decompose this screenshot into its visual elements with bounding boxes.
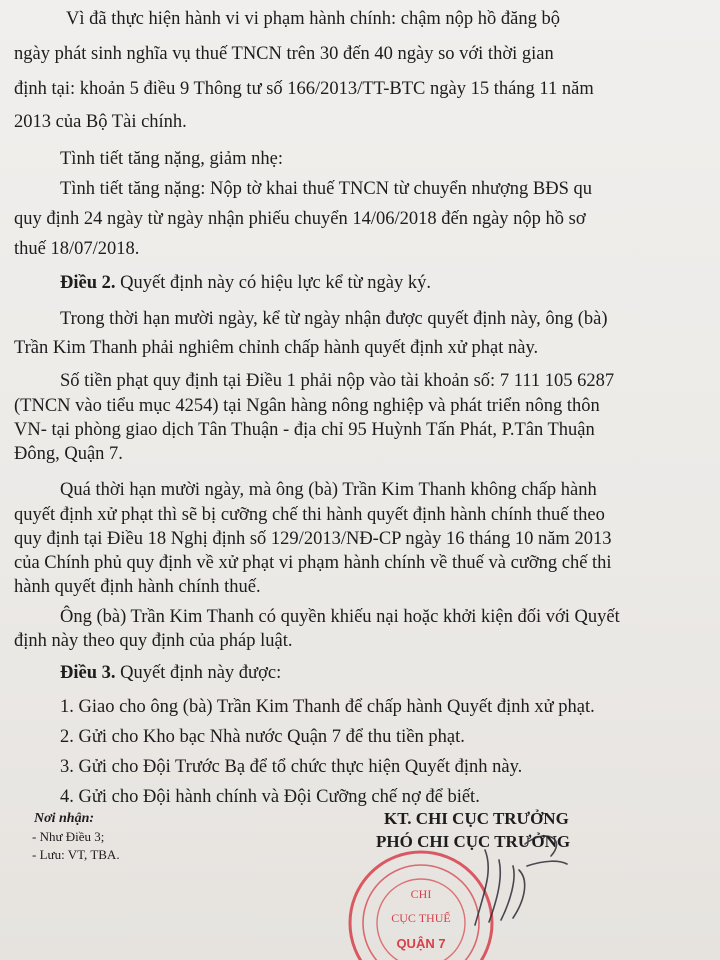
- article-2-line: [60, 272, 431, 294]
- body-line: Trong thời hạn mười ngày, kể từ ngày nhận được quyết định này, ông (bà): [60, 309, 608, 329]
- body-line: quy định tại Điều 18 Nghị định số 129/2013/NĐ-CP ngày 16 tháng 10 năm 2013: [14, 529, 612, 549]
- body-line: định này theo quy định của pháp luật.: [14, 631, 293, 651]
- body-line: hành quyết định hành chính thuế.: [14, 577, 261, 597]
- body-line: Tình tiết tăng nặng: Nộp tờ khai thuế TNCN từ chuyển nhượng BĐS qu: [60, 179, 593, 199]
- body-line: ngày phát sinh nghĩa vụ thuế TNCN trên 30 đến 40 ngày so với thời gian: [14, 44, 554, 64]
- article-2-label: Điều 2.: [60, 273, 116, 293]
- list-item: 4. Gửi cho Đội hành chính và Đội Cưỡng chế nợ để biết.: [60, 787, 480, 807]
- body-line: Tình tiết tăng nặng, giảm nhẹ:: [60, 149, 283, 169]
- body-line: của Chính phủ quy định về xử phạt vi phạm hành chính về thuế và cưỡng chế thi: [14, 553, 612, 573]
- body-line: định tại: khoản 5 điều 9 Thông tư số 166/2013/TT-BTC ngày 15 tháng 11 năm: [14, 79, 594, 99]
- body-line: thuế 18/07/2018.: [14, 239, 140, 259]
- article-3-text: Quyết định này được:: [120, 663, 282, 683]
- signature-title-2: PHÓ CHI CỤC TRƯỞNG: [376, 832, 571, 851]
- body-line: (TNCN vào tiểu mục 4254) tại Ngân hàng nông nghiệp và phát triển nông thôn: [14, 396, 600, 416]
- body-line: 2013 của Bộ Tài chính.: [14, 112, 187, 132]
- recipient-item: - Lưu: VT, TBA.: [32, 847, 120, 862]
- article-2-text: Quyết định này có hiệu lực kể từ ngày ký.: [120, 273, 431, 293]
- seal-text: QUẬN 7: [396, 936, 446, 951]
- body-line: Ông (bà) Trần Kim Thanh có quyền khiếu nại hoặc khởi kiện đối với Quyết: [60, 607, 620, 627]
- body-line: quyết định xử phạt thì sẽ bị cưỡng chế thi hành quyết định hành chính thuế theo: [14, 505, 605, 525]
- body-line: Trần Kim Thanh phải nghiêm chỉnh chấp hành quyết định xử phạt này.: [14, 338, 539, 358]
- seal-text: CỤC THUẾ: [391, 911, 451, 925]
- seal-text: CHI: [410, 887, 432, 901]
- body-line: Vì đã thực hiện hành vi vi phạm hành chính: chậm nộp hồ đăng bộ: [66, 9, 561, 29]
- list-item: 3. Gửi cho Đội Trước Bạ để tổ chức thực hiện Quyết định này.: [60, 757, 523, 777]
- body-line: VN- tại phòng giao dịch Tân Thuận - địa chỉ 95 Huỳnh Tấn Phát, P.Tân Thuận: [14, 420, 595, 440]
- list-item: 2. Gửi cho Kho bạc Nhà nước Quận 7 để thu tiền phạt.: [60, 727, 465, 747]
- signature-mark: [455, 830, 575, 940]
- recipient-item: - Như Điều 3;: [32, 829, 105, 844]
- body-line: Đông, Quận 7.: [14, 444, 123, 464]
- list-item: 1. Giao cho ông (bà) Trần Kim Thanh để chấp hành Quyết định xử phạt.: [60, 697, 595, 717]
- article-3-line: [60, 662, 281, 684]
- body-line: quy định 24 ngày từ ngày nhận phiếu chuyển 14/06/2018 đến ngày nộp hồ sơ: [14, 209, 586, 229]
- body-line: Quá thời hạn mười ngày, mà ông (bà) Trần Kim Thanh không chấp hành: [60, 480, 597, 500]
- article-3-label: Điều 3.: [60, 663, 116, 683]
- recipients-heading: Nơi nhận:: [34, 811, 95, 826]
- signature-title-1: KT. CHI CỤC TRƯỞNG: [384, 809, 569, 828]
- body-line: Số tiền phạt quy định tại Điều 1 phải nộp vào tài khoản số: 7 111 105 6287: [60, 371, 615, 391]
